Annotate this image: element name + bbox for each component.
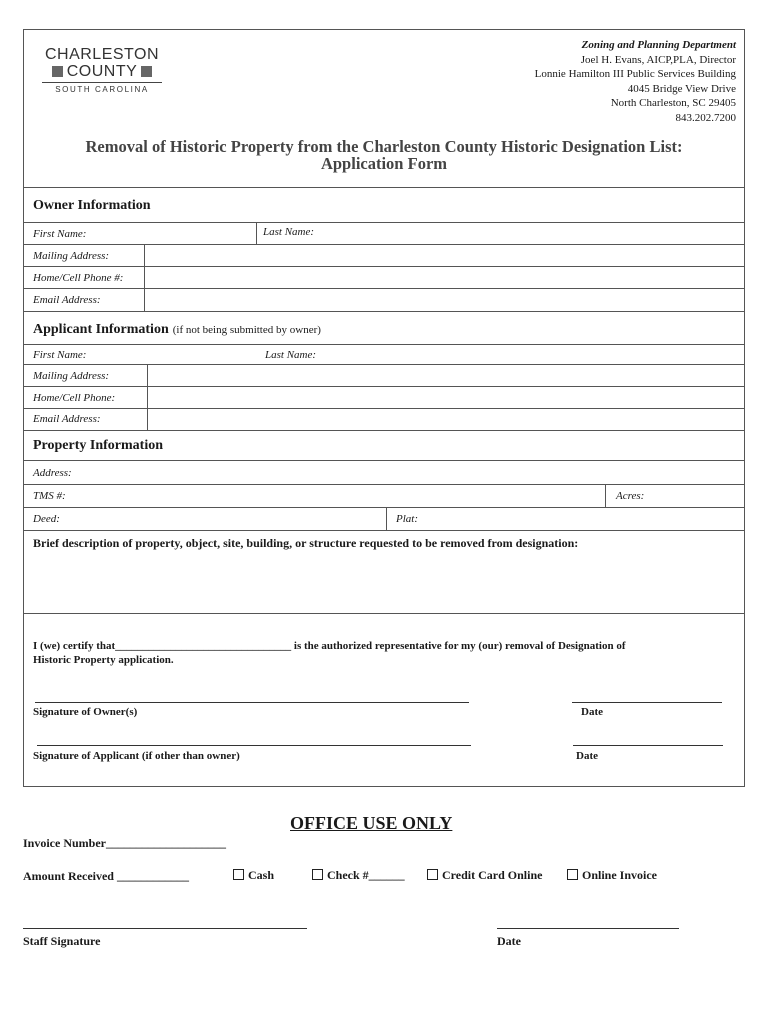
property-description-prompt: Brief description of property, object, site, building, or structure requested to be removed from designation: (33, 536, 579, 550)
property-tms-field[interactable]: TMS #: (33, 490, 66, 502)
owner-phone-field[interactable]: Home/Cell Phone #: (33, 272, 124, 284)
applicant-signature-line[interactable] (37, 745, 471, 746)
cash-option[interactable] (233, 868, 274, 883)
divider (24, 430, 744, 431)
divider (24, 187, 744, 188)
online-invoice-checkbox[interactable] (567, 869, 578, 880)
check-label: Check #______ (327, 868, 405, 882)
divider (24, 530, 744, 531)
city: North Charleston, SC 29405 (610, 97, 736, 110)
form-title-line1: Removal of Historic Property from the Charleston County Historic Designation List: (85, 137, 683, 156)
staff-signature-label: Staff Signature (23, 934, 101, 948)
owner-signature-label: Signature of Owner(s) (33, 706, 138, 718)
property-acres-field[interactable]: Acres: (616, 490, 645, 502)
invoice-number-field[interactable]: Invoice Number____________________ (23, 836, 226, 850)
logo-line1: CHARLESTON (44, 46, 160, 63)
divider (24, 266, 744, 267)
divider (24, 386, 744, 387)
owner-date-line[interactable] (572, 702, 722, 703)
property-plat-field[interactable]: Plat: (396, 513, 418, 525)
logo-line3: SOUTH CAROLINA (55, 85, 149, 94)
property-section-header: Property Information (33, 438, 163, 453)
logo-square-right (141, 66, 152, 77)
check-option[interactable] (312, 868, 405, 883)
cash-checkbox[interactable] (233, 869, 244, 880)
department-name: Zoning and Planning Department (581, 39, 736, 51)
owner-signature-line[interactable] (35, 702, 469, 703)
certify-after: is the authorized representative for my (our) removal of Designation of (291, 640, 626, 652)
county-logo (42, 46, 162, 94)
divider (24, 222, 744, 223)
owner-date-label: Date (581, 706, 603, 718)
credit-card-label: Credit Card Online (442, 868, 543, 882)
certify-representative-blank[interactable]: ________________________________ (115, 640, 292, 652)
check-checkbox[interactable] (312, 869, 323, 880)
divider (147, 364, 148, 430)
director: Joel H. Evans, AICP,PLA, Director (580, 53, 736, 66)
divider (24, 613, 744, 614)
divider (144, 244, 145, 311)
certify-line2: Historic Property application. (33, 654, 174, 666)
phone: 843.202.7200 (675, 111, 736, 124)
logo-square-left (52, 66, 63, 77)
divider (24, 364, 744, 365)
staff-signature-line[interactable] (23, 928, 307, 929)
building: Lonnie Hamilton III Public Services Building (534, 68, 736, 81)
applicant-header-note: (if not being submitted by owner) (172, 324, 321, 336)
property-deed-field[interactable]: Deed: (33, 513, 60, 525)
logo-line2-text: COUNTY (66, 63, 138, 80)
department-address (535, 38, 736, 126)
certify-before: I (we) certify that (33, 640, 116, 652)
logo-line2 (42, 63, 162, 80)
divider (605, 484, 606, 507)
divider (24, 408, 744, 409)
divider (24, 244, 744, 245)
owner-section-header: Owner Information (33, 198, 151, 213)
applicant-email-field[interactable]: Email Address: (33, 413, 101, 425)
credit-card-option[interactable] (427, 868, 542, 883)
street: 4045 Bridge View Drive (627, 82, 736, 95)
divider (24, 507, 744, 508)
owner-email-field[interactable]: Email Address: (33, 294, 101, 306)
applicant-date-label: Date (576, 750, 598, 762)
divider (24, 288, 744, 289)
applicant-mailing-field[interactable]: Mailing Address: (33, 370, 110, 382)
applicant-header-text: Applicant Information (33, 322, 169, 337)
cash-label: Cash (248, 868, 275, 882)
logo-rule (42, 82, 162, 83)
applicant-first-name-field[interactable]: First Name: (33, 349, 87, 361)
applicant-last-name-field[interactable]: Last Name: (265, 349, 317, 361)
form-title-line2: Application Form (320, 154, 448, 173)
online-invoice-label: Online Invoice (582, 868, 658, 882)
property-address-field[interactable]: Address: (33, 467, 72, 479)
amount-received-field[interactable]: Amount Received ____________ (23, 869, 189, 883)
owner-last-name-field[interactable]: Last Name: (263, 226, 315, 238)
staff-date-line[interactable] (497, 928, 679, 929)
divider (24, 311, 744, 312)
divider (24, 484, 744, 485)
form-frame (23, 29, 745, 787)
property-description-area[interactable] (24, 555, 744, 613)
applicant-date-line[interactable] (573, 745, 723, 746)
divider (24, 344, 744, 345)
divider (24, 460, 744, 461)
credit-card-checkbox[interactable] (427, 869, 438, 880)
applicant-section-header (33, 320, 321, 338)
form-title (24, 138, 744, 172)
staff-date-label: Date (497, 934, 521, 948)
owner-mailing-field[interactable]: Mailing Address: (33, 250, 110, 262)
office-use-title: OFFICE USE ONLY (290, 813, 453, 833)
divider (386, 507, 387, 530)
divider (256, 222, 257, 244)
applicant-signature-label: Signature of Applicant (if other than owner) (33, 750, 240, 762)
certification-statement (33, 639, 745, 667)
owner-first-name-field[interactable]: First Name: (33, 228, 87, 240)
applicant-phone-field[interactable]: Home/Cell Phone: (33, 392, 116, 404)
online-invoice-option[interactable] (567, 868, 657, 883)
